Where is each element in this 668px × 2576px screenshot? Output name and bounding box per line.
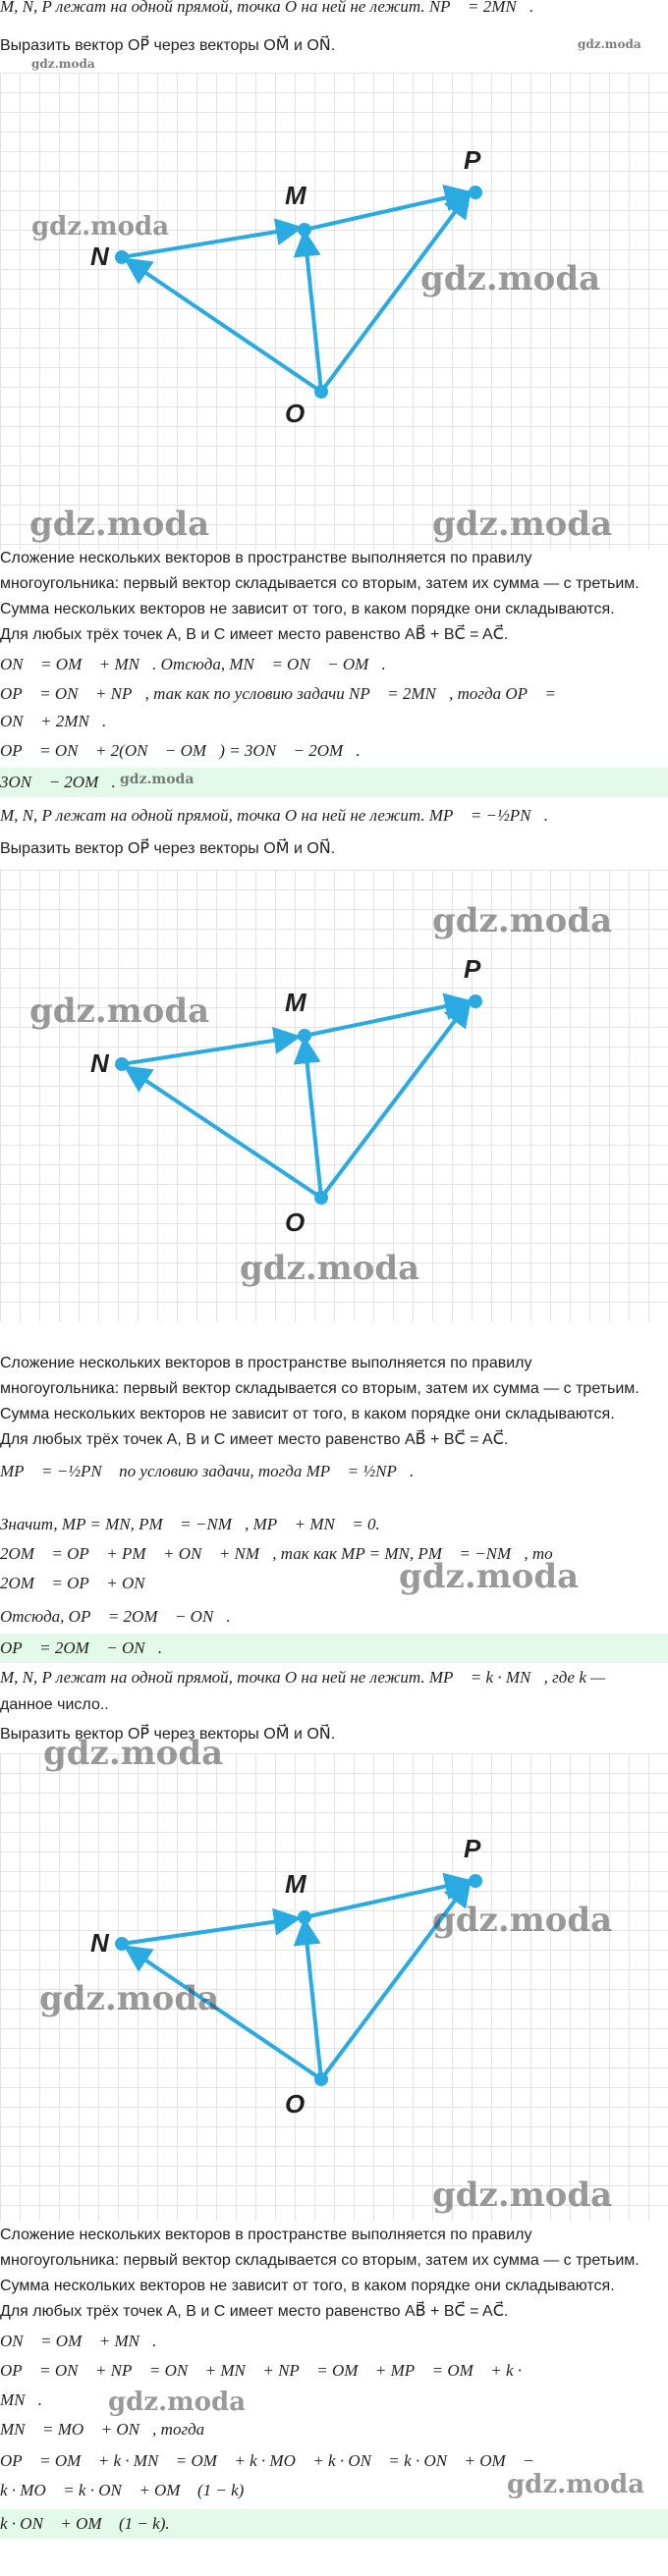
solution-line: 2OM⃗ = OP⃗ + PM⃗ + ON⃗ + NM⃗, так как MP = MN, PM⃗ = −NM⃗, то xyxy=(0,1544,553,1563)
problem2-task: Выразить вектор OP⃗ через векторы OM⃗ и ON⃗. xyxy=(0,840,336,857)
point-label-M: M xyxy=(285,1869,306,1899)
rule-text: многоугольника: первый вектор складывается со вторым, затем их сумма — с третьим. xyxy=(0,575,640,592)
watermark: gdz.moda xyxy=(432,901,613,940)
solution-line: Значит, MP = MN, PM⃗ = −NM⃗, MP⃗ + MN⃗ = 0. xyxy=(0,1515,380,1533)
point-label-M: M xyxy=(285,988,306,1017)
answer-3: k · ON⃗ + OM⃗ (1 − k). xyxy=(0,2509,668,2539)
rule-text: многоугольника: первый вектор складывается со вторым, затем их сумма — с третьим. xyxy=(0,1380,640,1397)
watermark: gdz.moda xyxy=(420,259,601,298)
vector-MP xyxy=(305,1001,470,1036)
point-label-O: O xyxy=(285,1208,306,1237)
watermark: gdz.moda xyxy=(31,57,95,71)
figure2 xyxy=(0,870,668,1321)
vector-OM xyxy=(305,232,321,392)
solution-line: ON⃗ = OM⃗ + MN⃗. Отсюда, MN⃗ = ON⃗ − OM⃗. xyxy=(0,655,386,673)
solution-line: MN⃗. xyxy=(0,2390,42,2409)
watermark: gdz.moda xyxy=(432,2175,613,2215)
solution-line: k · MO⃗ = k · ON⃗ + OM⃗ (1 − k) xyxy=(0,2481,245,2499)
solution-line: OP⃗ = ON⃗ + 2(ON⃗ − OM⃗) = 3ON⃗ − 2OM⃗. xyxy=(0,741,361,760)
rule-text: Сложение нескольких векторов в пространстве выполняется по правилу xyxy=(0,2227,532,2243)
point-label-N: N xyxy=(90,1928,109,1958)
rule-text: Сумма нескольких векторов не зависит от того, в каком порядке они складываются. xyxy=(0,601,615,617)
problem2-statement: M, N, P лежат на одной прямой, точка O на ней не лежит. MP⃗ = −½PN⃗. xyxy=(0,806,548,825)
watermark: gdz.moda xyxy=(39,1979,220,2018)
watermark: gdz.moda xyxy=(31,212,170,242)
rule-text: Для любых трёх точек A, B и C имеет место равенство AB⃗ + BC⃗ = AC⃗. xyxy=(0,1431,509,1448)
point-label-N: N xyxy=(90,1048,109,1078)
figure1 xyxy=(0,73,668,550)
answer-2: OP⃗ = 2OM⃗ − ON⃗. xyxy=(0,1634,668,1663)
point-label-P: P xyxy=(464,954,481,984)
solution-line: MP⃗ = −½PN⃗ по условию задачи, тогда MP⃗ = ½NP⃗. xyxy=(0,1462,415,1480)
rule-text: Сумма нескольких векторов не зависит от того, в каком порядке они складываются. xyxy=(0,1406,615,1422)
problem3-statement: M, N, P лежат на одной прямой, точка O на ней не лежит. MP⃗ = k · MN⃗, где k — xyxy=(0,1668,606,1687)
point-label-M: M xyxy=(285,181,306,210)
watermark: gdz.moda xyxy=(432,505,613,544)
watermark: gdz.moda xyxy=(29,505,210,544)
solution-line: OP⃗ = ON⃗ + NP⃗, так как по условию задачи NP⃗ = 2MN⃗, тогда OP⃗ = xyxy=(0,684,556,703)
vector-NM xyxy=(122,1918,299,1944)
point-label-O: O xyxy=(285,2089,306,2119)
watermark: gdz.moda xyxy=(108,2388,247,2417)
solution-line: OP⃗ = OM⃗ + k · MN⃗ = OM⃗ + k · MO⃗ + k · ON⃗ = k · ON⃗ + OM⃗ − xyxy=(0,2451,534,2470)
watermark: gdz.moda xyxy=(399,1557,580,1596)
rule-text: Сложение нескольких векторов в пространстве выполняется по правилу xyxy=(0,1355,532,1371)
rule-text: Сложение нескольких векторов в пространстве выполняется по правилу xyxy=(0,550,532,566)
point-label-P: P xyxy=(464,1834,481,1863)
watermark: gdz.moda xyxy=(240,1249,420,1288)
solution-line: ON⃗ = OM⃗ + MN⃗. xyxy=(0,2332,157,2350)
vector-NM xyxy=(122,1037,299,1064)
answer-1: 3ON⃗ − 2OM⃗. xyxy=(0,768,668,797)
solution-line: MN⃗ = MO⃗ + ON⃗, тогда xyxy=(0,2420,205,2439)
vector-ON xyxy=(126,259,321,392)
rule-text: Сумма нескольких векторов не зависит от того, в каком порядке они складываются. xyxy=(0,2278,615,2294)
watermark: gdz.moda xyxy=(507,2470,645,2499)
vector-OP xyxy=(321,1001,470,1198)
watermark: gdz.moda xyxy=(432,1901,613,1940)
problem3-statement-cont: данное число.. xyxy=(0,1696,109,1713)
watermark: gdz.moda xyxy=(29,992,210,1031)
point-label-P: P xyxy=(464,145,481,175)
rule-text: Для любых трёх точек A, B и C имеет место равенство AB⃗ + BC⃗ = AC⃗. xyxy=(0,626,509,643)
rule-text: Для любых трёх точек A, B и C имеет место равенство AB⃗ + BC⃗ = AC⃗. xyxy=(0,2303,509,2320)
problem3-task: Выразить вектор OP⃗ через векторы OM⃗ и ON⃗. xyxy=(0,1726,336,1743)
vector-diagram-1 xyxy=(0,73,668,550)
point-label-O: O xyxy=(285,399,306,428)
solution-line: Отсюда, OP⃗ = 2OM⃗ − ON⃗. xyxy=(0,1607,231,1626)
solution-line: ON⃗ + 2MN⃗. xyxy=(0,712,107,730)
solution-line: OP⃗ = ON⃗ + NP⃗ = ON⃗ + MN⃗ + NP⃗ = OM⃗ + MP⃗ = OM⃗ + k · xyxy=(0,2361,523,2380)
vector-ON xyxy=(126,1067,321,1198)
problem1-statement: M, N, P лежат на одной прямой, точка O на ней не лежит. NP⃗ = 2MN⃗. xyxy=(0,0,534,16)
watermark: gdz.moda xyxy=(120,772,195,787)
watermark: gdz.moda xyxy=(43,1734,224,1773)
point-label-N: N xyxy=(90,242,109,271)
problem1-task: Выразить вектор OP⃗ через векторы OM⃗ и ON⃗. xyxy=(0,37,336,54)
vector-OM xyxy=(305,1039,321,1198)
solution-line: 2OM⃗ = OP⃗ + ON⃗ xyxy=(0,1574,158,1592)
vector-OM xyxy=(305,1920,321,2079)
watermark: gdz.moda xyxy=(578,37,641,51)
rule-text: многоугольника: первый вектор складывается со вторым, затем их сумма — с третьим. xyxy=(0,2252,640,2269)
